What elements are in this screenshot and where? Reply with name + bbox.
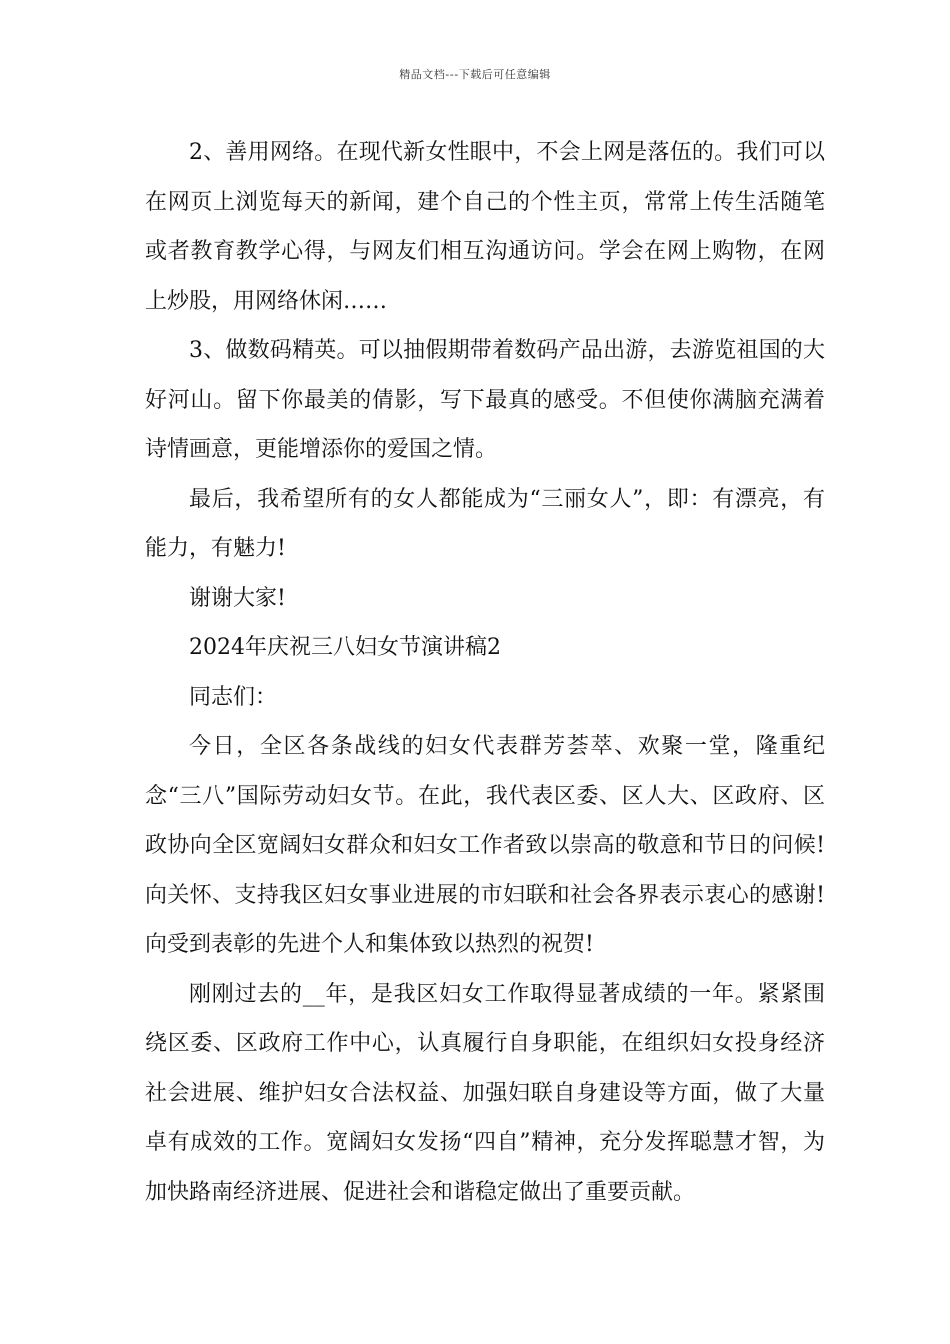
paragraph-greeting: 今日，全区各条战线的妇女代表群芳荟萃、欢聚一堂，隆重纪念“三八”国际劳动妇女节。在此，我代表区委、区人大、区政府、区政协向全区宽阔妇女群众和妇女工作者致以崇高的敬意和节日的问候!向关怀、支持我区妇女事业进展的市妇联和社会各界表示衷心的感谢!向受到表彰的先进个人和集体致以热烈的祝贺! [145, 734, 825, 957]
paragraph-closing: 最后，我希望所有的女人都能成为“三丽女人”，即：有漂亮，有能力，有魅力! [145, 486, 825, 561]
page-header: 精品文档---下载后可任意编辑 [399, 68, 551, 81]
speech-salutation: 同志们： [189, 684, 278, 710]
paragraph-thanks: 谢谢大家! [189, 585, 286, 611]
paragraph-network: 2、善用网络。在现代新女性眼中，不会上网是落伍的。我们可以在网页上浏览每天的新闻，建个自己的个性主页，常常上传生活随笔或者教育教学心得，与网友们相互沟通访问。学会在网上购物，在网上炒股，用网络休闲…… [145, 140, 825, 314]
speech-title: 2024年庆祝三八妇女节演讲稿2 [189, 635, 501, 660]
paragraph-review: 刚刚过去的__年，是我区妇女工作取得显著成绩的一年。紧紧围绕区委、区政府工作中心，认真履行自身职能，在组织妇女投身经济社会进展、维护妇女合法权益、加强妇联自身建设等方面，做了大量卓有成效的工作。宽阔妇女发扬“四自”精神，充分发挥聪慧才智，为加快路南经济进展、促进社会和谐稳定做出了重要贡献。 [145, 981, 825, 1205]
document-body [145, 128, 825, 1217]
paragraph-digital: 3、做数码精英。可以抽假期带着数码产品出游，去游览祖国的大好河山。留下你最美的倩影，写下最真的感受。不但使你满脑充满着诗情画意，更能增添你的爱国之情。 [145, 338, 825, 462]
